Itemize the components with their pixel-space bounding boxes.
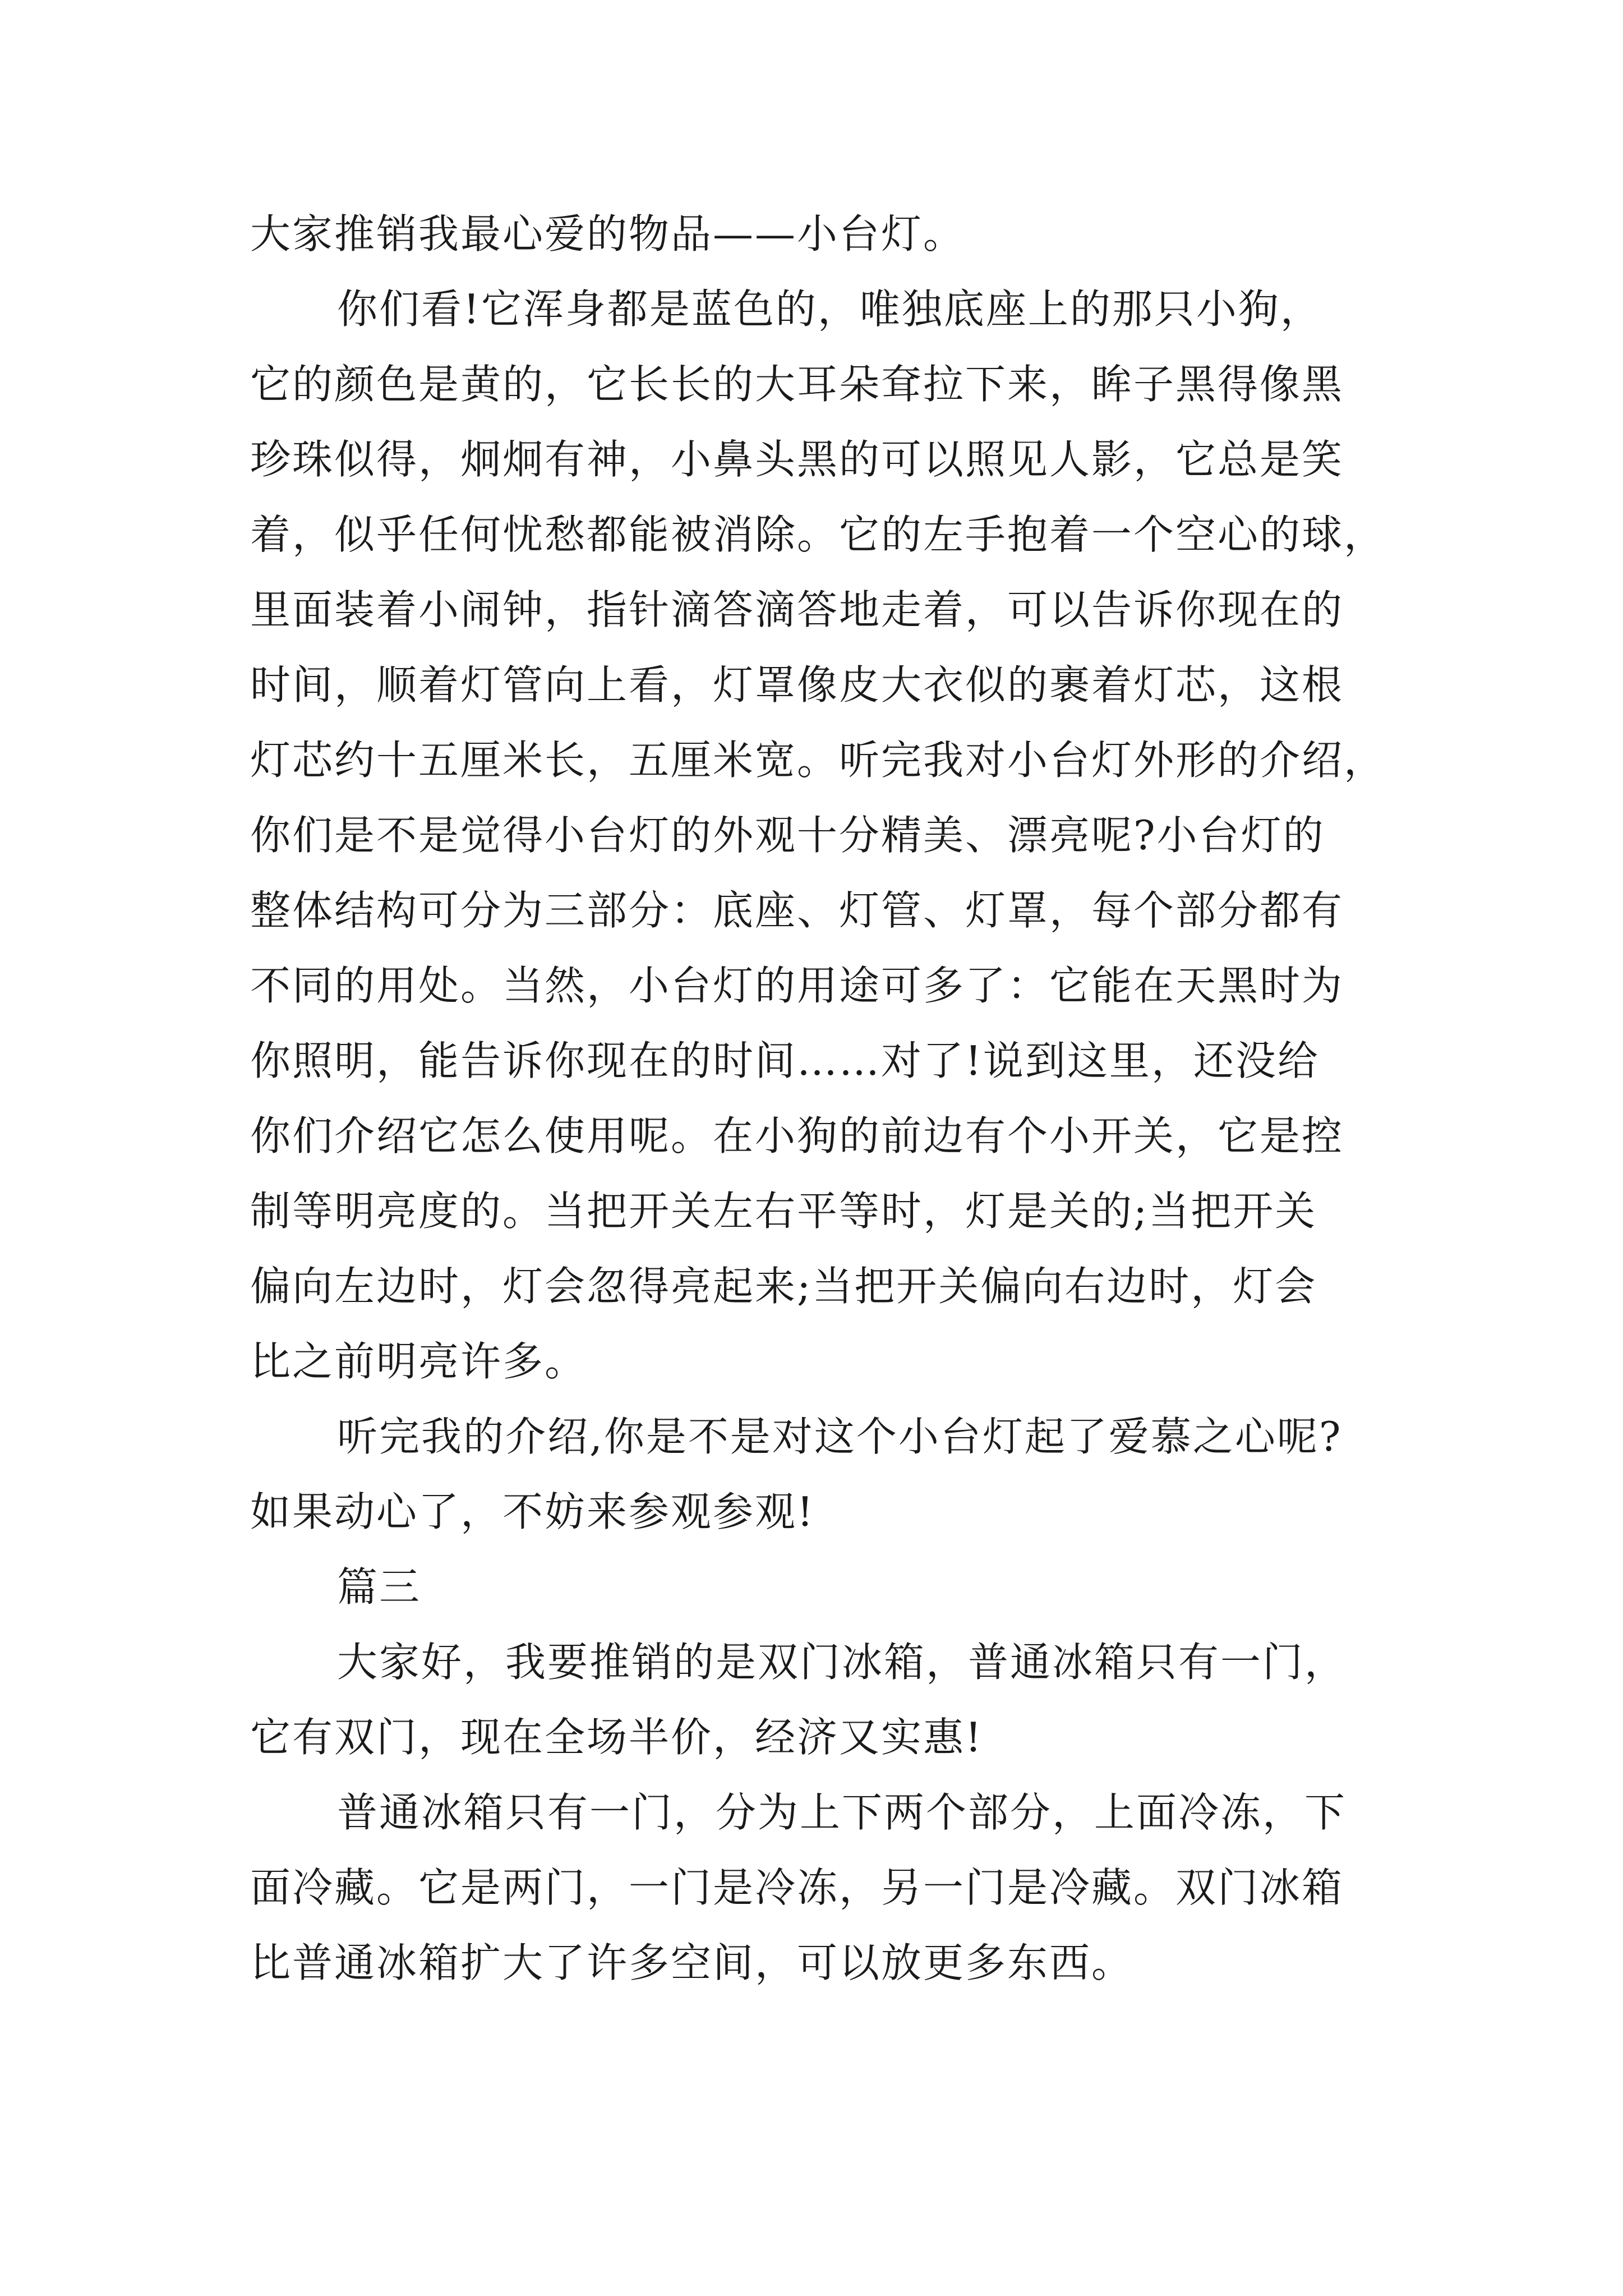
text-line: 大家推销我最心爱的物品——小台灯。 <box>250 210 966 257</box>
text-line: 偏向左边时，灯会忽得亮起来;当把开关偏向右边时，灯会 <box>250 1263 1317 1310</box>
text-line: 大家好，我要推销的是双门冰箱，普通冰箱只有一门， <box>337 1639 1347 1686</box>
text-line: 比之前明亮许多。 <box>250 1338 587 1385</box>
text-line: 灯芯约十五厘米长，五厘米宽。听完我对小台灯外形的介绍， <box>250 737 1386 784</box>
section-heading: 篇三 <box>337 1563 422 1611</box>
text-line: 你们是不是觉得小台灯的外观十分精美、漂亮呢?小台灯的 <box>250 812 1325 859</box>
text-line: 它有双门，现在全场半价，经济又实惠! <box>250 1714 983 1761</box>
text-line: 如果动心了，不妨来参观参观! <box>250 1488 815 1535</box>
text-line: 你们看!它浑身都是蓝色的，唯独底座上的那只小狗， <box>337 286 1322 333</box>
text-line: 着，似乎任何忧愁都能被消除。它的左手抱着一个空心的球， <box>250 511 1386 558</box>
text-line: 里面装着小闹钟，指针滴答滴答地走着，可以告诉你现在的 <box>250 586 1344 633</box>
text-line: 整体结构可分为三部分：底座、灯管、灯罩，每个部分都有 <box>250 887 1344 934</box>
document-body <box>250 196 1386 2000</box>
text-line: 面冷藏。它是两门，一门是冷冻，另一门是冷藏。双门冰箱 <box>250 1864 1344 1911</box>
text-line: 它的颜色是黄的，它长长的大耳朵耷拉下来，眸子黑得像黑 <box>250 361 1344 408</box>
text-line: 普通冰箱只有一门，分为上下两个部分，上面冷冻，下 <box>337 1789 1347 1836</box>
text-line: 不同的用处。当然，小台灯的用途可多了：它能在天黑时为 <box>250 962 1344 1009</box>
text-line: 你们介绍它怎么使用呢。在小狗的前边有个小开关，它是控 <box>250 1112 1344 1159</box>
text-line: 比普通冰箱扩大了许多空间，可以放更多东西。 <box>250 1939 1134 1986</box>
text-line: 时间，顺着灯管向上看，灯罩像皮大衣似的裹着灯芯，这根 <box>250 661 1344 708</box>
text-line: 你照明，能告诉你现在的时间……对了!说到这里，还没给 <box>250 1037 1320 1084</box>
text-line: 听完我的介绍,你是不是对这个小台灯起了爱慕之心呢? <box>337 1413 1343 1460</box>
text-line: 珍珠似得，炯炯有神，小鼻头黑的可以照见人影，它总是笑 <box>250 436 1344 483</box>
text-line: 制等明亮度的。当把开关左右平等时，灯是关的;当把开关 <box>250 1188 1317 1235</box>
